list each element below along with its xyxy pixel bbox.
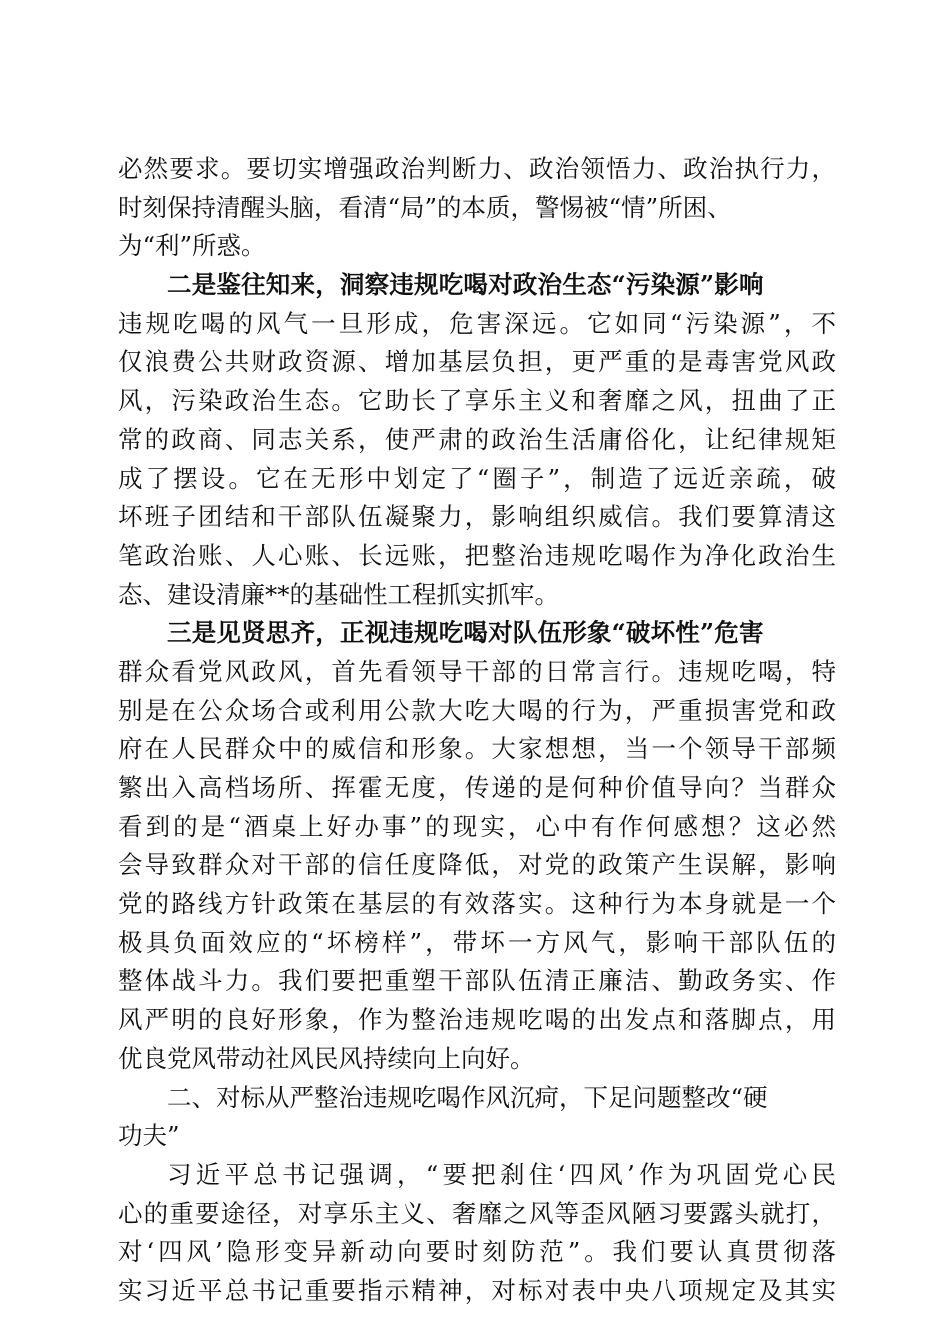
text-line: 态、建设清廉**的基础性工程抓实抓牢。 xyxy=(118,579,559,609)
text-line: 对‘四风’隐形变异新动向要时刻防范”。我们要认真贯彻落 xyxy=(118,1237,836,1267)
text-line: 风严明的良好形象，作为整治违规吃喝的出发点和落脚点，用 xyxy=(118,1005,836,1035)
text-line: 违规吃喝的风气一旦形成，危害深远。它如同“污染源”，不 xyxy=(118,308,836,338)
text-line: 繁出入高档场所、挥霍无度，传递的是何种价值导向？当群众 xyxy=(118,773,836,802)
section-heading xyxy=(118,1079,836,1156)
paragraph xyxy=(118,305,836,615)
text-line: 别是在公众场合或利用公款大吃大喝的行为，严重损害党和政 xyxy=(118,695,836,725)
paragraph xyxy=(118,150,836,266)
text-line: 仅浪费公共财政资源、增加基层负担，更严重的是毒害党风政 xyxy=(118,347,836,377)
subheading: 三是见贤思齐，正视违规吃喝对队伍形象“破坏性”危害 xyxy=(167,618,764,648)
subheading: 二是鉴往知来，洞察违规吃喝对政治生态“污染源”影响 xyxy=(167,270,764,300)
text-line: 为“利”所惑。 xyxy=(118,231,266,261)
paragraph xyxy=(118,1156,836,1311)
text-line: 习近平总书记强调，“要把刹住‘四风’作为巩固党心民 xyxy=(167,1159,836,1189)
text-line: 坏班子团结和干部队伍凝聚力，影响组织威信。我们要算清这 xyxy=(118,502,836,532)
text-line: 时刻保持清醒头脑，看清“局”的本质，警惕被“情”所困、 xyxy=(118,192,732,222)
section-heading-line: 功夫” xyxy=(118,1121,180,1151)
text-line: 实习近平总书记重要指示精神，对标对表中央八项规定及其实 xyxy=(118,1275,836,1305)
text-line: 常的政商、同志关系，使严肃的政治生活庸俗化，让纪律规矩 xyxy=(118,424,836,454)
text-line: 必然要求。要切实增强政治判断力、政治领悟力、政治执行力， xyxy=(118,154,836,183)
text-line: 心的重要途径，对享乐主义、奢靡之风等歪风陋习要露头就打， xyxy=(118,1198,836,1228)
text-line: 极具负面效应的“坏榜样”，带坏一方风气，影响干部队伍的 xyxy=(118,927,836,957)
text-line: 整体战斗力。我们要把重塑干部队伍清正廉洁、勤政务实、作 xyxy=(118,966,836,996)
text-line: 优良党风带动社风民风持续向上向好。 xyxy=(118,1043,535,1073)
text-line: 看到的是“酒桌上好办事”的现实，心中有作何感想？这必然 xyxy=(118,811,836,841)
text-line: 府在人民群众中的威信和形象。大家想想，当一个领导干部频 xyxy=(118,734,836,764)
text-line: 群众看党风政风，首先看领导干部的日常言行。违规吃喝，特 xyxy=(118,656,836,686)
text-line: 会导致群众对干部的信任度降低，对党的政策产生误解，影响 xyxy=(118,850,836,880)
text-line: 笔政治账、人心账、长远账，把整治违规吃喝作为净化政治生 xyxy=(118,540,836,570)
text-line: 成了摆设。它在无形中划定了“圈子”，制造了远近亲疏，破 xyxy=(118,463,836,493)
text-line: 党的路线方针政策在基层的有效落实。这种行为本身就是一个 xyxy=(118,889,836,919)
section-heading-line: 二、对标从严整治违规吃喝作风沉疴，下足问题整改“硬 xyxy=(167,1082,768,1112)
document-body xyxy=(118,150,836,1311)
paragraph xyxy=(118,653,836,1079)
text-line: 风，污染政治生态。它助长了享乐主义和奢靡之风，扭曲了正 xyxy=(118,386,836,416)
